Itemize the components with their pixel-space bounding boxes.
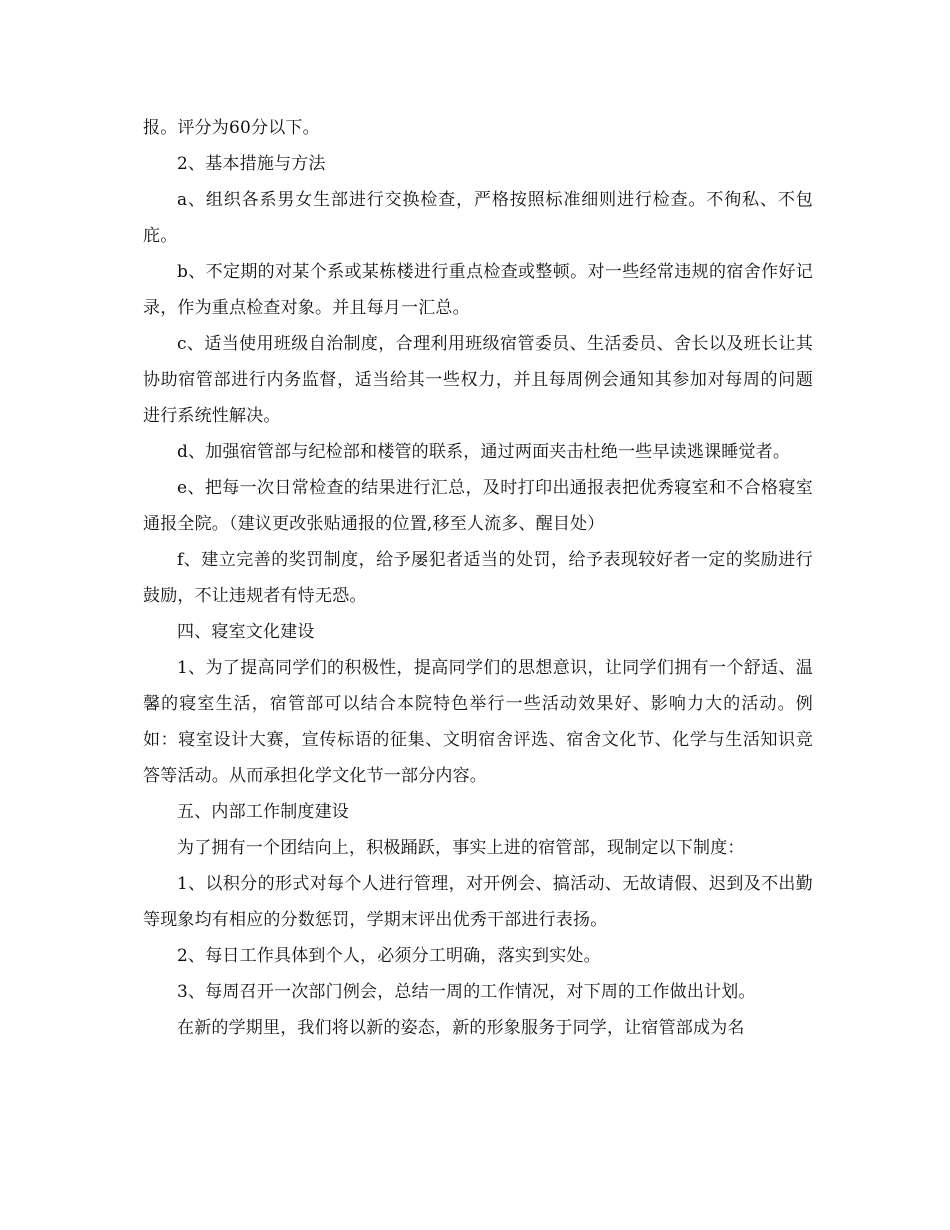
paragraph-item-a: a、组织各系男女生部进行交换检查，严格按照标准细则进行检查。不徇私、不包庇。	[143, 190, 813, 246]
paragraph-continuation: 报。评分为60分以下。	[143, 118, 320, 138]
paragraph-heading-measures: 2、基本措施与方法	[177, 154, 326, 174]
paragraph-item-c: c、适当使用班级自治制度，合理利用班级宿管委员、生活委员、舍长以及班长让其协助宿管部进行内务监督，适当给其一些权力，并且每周例会通知其参加对每周的问题进行系统性解决。	[143, 334, 813, 426]
paragraph-internal-3: 3、每周召开一次部门例会，总结一周的工作情况，对下周的工作做出计划。	[177, 982, 756, 1002]
section-heading-dorm-culture: 四、寝室文化建设	[177, 622, 315, 642]
paragraph-internal-intro: 为了拥有一个团结向上，积极踊跃，事实上进的宿管部，现制定以下制度：	[177, 838, 745, 858]
document-body	[143, 110, 813, 1046]
paragraph-item-d: d、加强宿管部与纪检部和楼管的联系，通过两面夹击杜绝一些早读逃课睡觉者。	[177, 442, 791, 462]
paragraph-item-b: b、不定期的对某个系或某栋楼进行重点检查或整顿。对一些经常违规的宿舍作好记录，作为重点检查对象。并且每月一汇总。	[143, 262, 813, 318]
paragraph-internal-2: 2、每日工作具体到个人，必须分工明确，落实到实处。	[177, 946, 601, 966]
section-heading-internal-system: 五、内部工作制度建设	[177, 802, 349, 822]
paragraph-dorm-culture-1: 1、为了提高同学们的积极性，提高同学们的思想意识，让同学们拥有一个舒适、温馨的寝室生活，宿管部可以结合本院特色举行一些活动效果好、影响力大的活动。例如：寝室设计大赛，宣传标语的征集、文明宿舍评选、宿舍文化节、化学与生活知识竞答等活动。从而承担化学文化节一部分内容。	[143, 658, 813, 786]
paragraph-item-f: f、建立完善的奖罚制度，给予屡犯者适当的处罚，给予表现较好者一定的奖励进行鼓励，不让违规者有恃无恐。	[143, 550, 813, 606]
paragraph-internal-1: 1、以积分的形式对每个人进行管理，对开例会、搞活动、无故请假、迟到及不出勤等现象均有相应的分数惩罚，学期末评出优秀干部进行表扬。	[143, 874, 813, 930]
paragraph-closing: 在新的学期里，我们将以新的姿态，新的形象服务于同学，让宿管部成为名	[177, 1018, 745, 1038]
paragraph-item-e: e、把每一次日常检查的结果进行汇总，及时打印出通报表把优秀寝室和不合格寝室通报全院。（建议更改张贴通报的位置,移至人流多、醒目处）	[143, 478, 813, 534]
